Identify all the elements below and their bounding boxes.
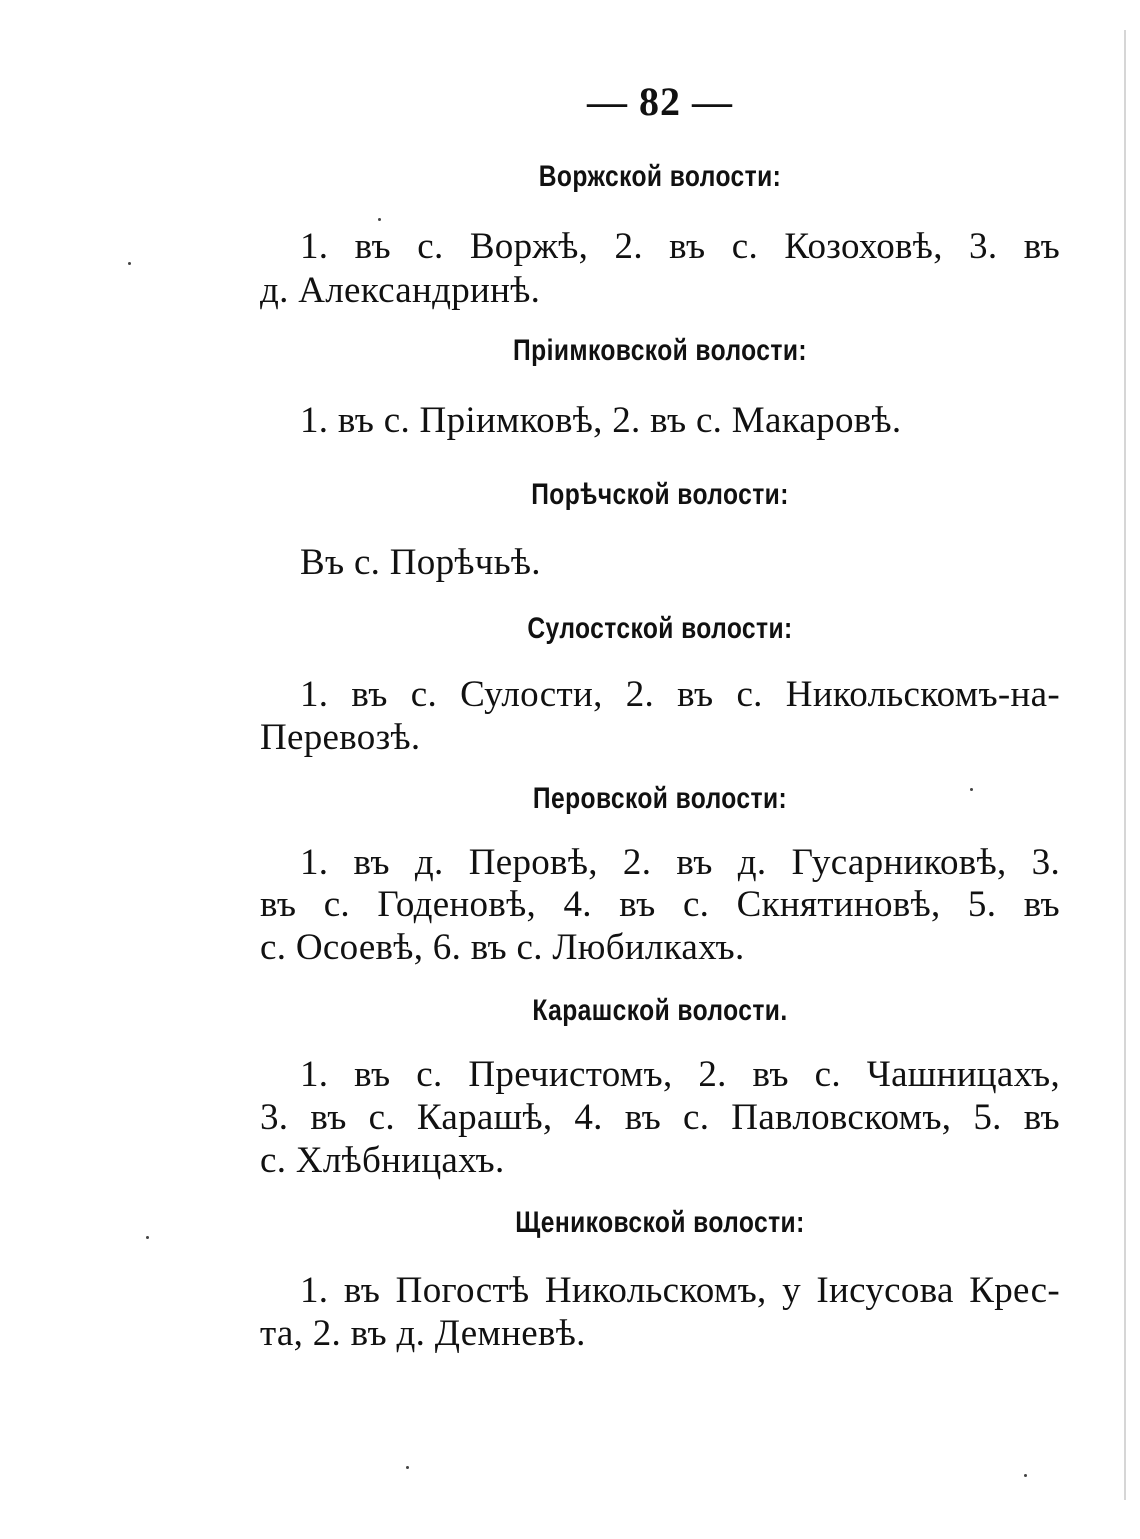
section-text-line: с. Осоевѣ, 6. въ с. Любилкахъ.	[260, 927, 745, 968]
section-text-line: въ с. Годеновѣ, 4. въ с. Скнятиновѣ, 5. въ	[260, 884, 1060, 925]
scan-speck	[1024, 1474, 1027, 1477]
scan-speck	[378, 218, 381, 221]
scan-speck	[128, 262, 131, 265]
section-heading-sulostskoy: Сулостской волости:	[527, 612, 793, 645]
section-heading-vorzhskoy: Воржской волости:	[538, 160, 782, 193]
section-text-line: с. Хлѣбницахъ.	[260, 1140, 505, 1181]
scan-speck	[146, 1236, 149, 1239]
section-heading-shchenikovskoy: Щениковской волости:	[515, 1206, 805, 1239]
page-edge-line	[1124, 30, 1126, 1500]
section-text-line: 1. въ с. Пречистомъ, 2. въ с. Чашницахъ,	[300, 1054, 1060, 1095]
section-heading-priimkovskoy: Пріимковской волости:	[513, 334, 807, 367]
scan-speck	[406, 1466, 409, 1469]
section-text-line: 3. въ с. Карашѣ, 4. въ с. Павловскомъ, 5. въ	[260, 1097, 1060, 1138]
scan-speck	[970, 788, 973, 791]
page-number: — 82 —	[587, 79, 733, 124]
section-text-line: та, 2. въ д. Демневѣ.	[260, 1313, 586, 1354]
section-text-line: 1. въ д. Перовѣ, 2. въ д. Гусарниковѣ, 3.	[300, 842, 1060, 883]
section-heading-porechskoy: Порѣчской волости:	[531, 478, 789, 511]
section-text-line: 1. въ с. Воржѣ, 2. въ с. Козоховѣ, 3. въ	[300, 226, 1060, 267]
section-text-line: 1. въ Погостѣ Никольскомъ, у Іисусова Крес-	[300, 1270, 1060, 1311]
section-heading-karashskoy: Карашской волости.	[532, 994, 788, 1027]
section-text-line: д. Александринѣ.	[260, 270, 541, 311]
section-text-line: 1. въ с. Сулости, 2. въ с. Никольскомъ-на-	[300, 674, 1060, 715]
section-text-line: 1. въ с. Пріимковѣ, 2. въ с. Макаровѣ.	[300, 400, 902, 441]
section-heading-perovskoy: Перовской волости:	[532, 782, 788, 815]
section-text-line: Въ с. Порѣчьѣ.	[300, 542, 541, 583]
section-text-line: Перевозѣ.	[260, 717, 421, 758]
